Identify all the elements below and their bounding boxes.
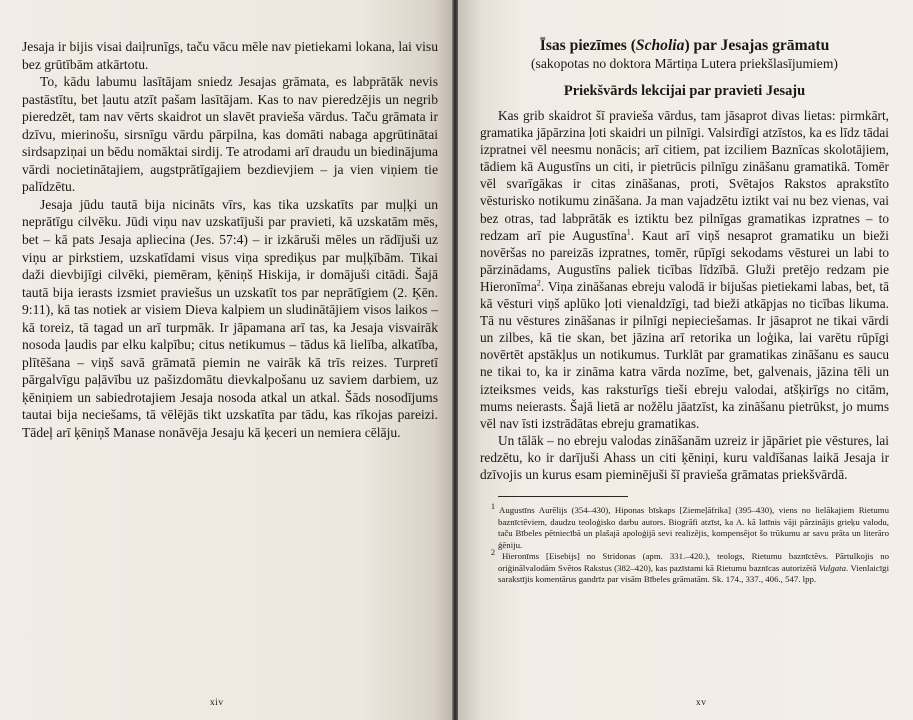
page-number-left: xiv bbox=[210, 698, 224, 708]
footnote-ref-2[interactable]: 2 bbox=[536, 278, 541, 288]
section-title: Priekšvārds lekcijai par pravieti Jesaju bbox=[563, 83, 806, 99]
left-page bbox=[0, 0, 452, 720]
footnote-ref-1[interactable]: 1 bbox=[626, 227, 631, 237]
footnote-divider bbox=[498, 496, 628, 497]
left-paragraph-2: To, kādu labumu lasītājam sniedz Jesajas grāmata, es labprātāk nevis pastāstītu, bet ļautu atzīt pašam lasītājam. Kas to nav pieredzējis un negrib pieredzēt, tam nav vērts skaidrot un slavēt pravieša vārdus. Taču grāmata ir dzīvu, mierinošu, sirsnīgu vārdu pārpilna, kas domāti nabaga apgrūtinātai sirdsapziņai un bēdu nomāktai sirdij. Te atrodami arī draudu un biedinājuma vārdi nocietinātajiem, augstprātīgajiem bezdievjiem – ja vien viņiem tie palīdzētu. bbox=[22, 74, 438, 195]
left-paragraph-3: Jesaja jūdu tautā bija nicināts vīrs, kas tika uzskatīts par muļķi un neprātīgu cilvēku. Jūdi viņu nav uzskatījuši par pravieti, kā uzskatām mēs, bet – kā pats Jesaja apliecina (Jes. 57:4) – ir izkāruši mēles un rādījuši uz viņu ar pirkstiem, uzskatīdami visus viņa sprediķus par muļķībām. Tikai daži dievbijīgi cilvēki, piemēram, ķēniņš Hiskija, ir domājuši citādi. Šajā tautā bija ierasts izsmiet praviešus un uzskatīt tos par neprātīgiem (2. Ķēn. 9:11), kā tas notiek ar visiem Dieva kalpiem un sludinātājiem visos laikos – kā toreiz, tā tagad un arī turpmāk. Ir jāpamana arī tas, ka Jesaja visvairāk nosoda ļaudis par elku kalpību; citus netikumus – tādus kā lielība, alkatība, plītēšana – viņš savā grāmatā piemin ne vairāk kā trīs reizes. Turpretī pārgalvīgu paļāvību uz pašizdomātu dievkalpošanu uz saviem darbiem, uz ķēniņiem un sabiedrotajiem Jesaja nosoda atkal un atkal. Šāds nosodījums tautai bija neciešams, tā vēlējās tikt uzskatīta par tādu, kas rīkojas pareizi. Tādeļ arī ķēniņš Manase nonāvēja Jesaju kā ķeceri un nemiera cēlāju. bbox=[22, 196, 438, 441]
chapter-title: Īsas piezīmes (Scholia) par Jesajas grāmatu bbox=[539, 37, 830, 54]
page-number-right: xv bbox=[696, 698, 707, 708]
right-paragraph-1: Kas grib skaidrot šī pravieša vārdus, tam jāsaprot divas lietas: pirmkārt, gramatika jāpārzina ļoti skaidri un pilnīgi. Valsirdīgi atzīstos, ka es līdz tādai izpratnei vēl neesmu nonācis; arī citiem, pat izciliem Baznīcas skolotājiem, tādiem kā Augustīns un citi, ir pietrūcis pilnīgu zināšanu gramatikā. Tomēr vēl svarīgākas ir citas zināšanas, proti, Svētajos Rakstos aprakstīto vēsturisko notikumu zināšana. Ja man vajadzētu iztikt vai nu bez vienas, vai bez otras, tad labprātāk es iztiktu bez pilnīgas gramatikas izpratnes – to redzam arī pie Augustīna$^1$. Kaut arī viņš nesaprot gramatiku un bieži novēršas no pareizās izpratnes, tomēr, rūpīgi sekodams vēsturei un labi to pārzinādams, Augustīns paliek ticības līdzībā. Gluži pretējo redzam pie Hieronīma$^2$. Viņa zināšanas ebreju valodā ir bijušas pietiekami labas, bet, tā kā vēsturi viņš aplūko ļoti vienaldzīgi, tad bieži atkāpjas no ticības likuma. Tā nu vēstures zināšanas ir pilnīgi nepieciešamas. Ir jāsaprot ne tikai vārdi un zilbes, kā tie skan, bet jāzina arī retorika un loģika, lai varētu rūpīgi novērtēt apstākļus un notikumus. Turklāt par gramatikas zināšanu es saucu ne tikai to, ka ir zināma katra vārda nozīme, bet, galvenais, jāzina tēli un izteiksmes veids, kas raksturīgs tieši ebreju valodai, atšķirīgs no citām, mums neierasts. Šajā lietā ar nožēlu jāatzīst, ka zināšanu pietrūkst, jo mums vēl nav īsti izstrādātas ebreju gramatikas. bbox=[480, 108, 889, 431]
footnote-1: $^1$ Augustīns Aurēlijs (354–430), Hiponas bīskaps [Ziemeļāfrika] (395–430), viens no lielākajiem Rietumu baznīctēviem, daudzu teoloģisko darbu autors. Biogrāfi atzīst, ka A. kā latīnis vāji pārzinājis grieķu valodu, taču Bībeles pētniecībā un plašajā apoloģijā sevi realizējis, kompensējot šo trūkumu ar savu prāta un literāro ģēniju. bbox=[491, 502, 889, 550]
right-paragraph-2: Un tālāk – no ebreju valodas zināšanām uzreiz ir jāpāriet pie vēstures, lai redzētu, ko ir darījuši Ahass un citi ķēniņi, kuru valdīšanas laikā Jesaja ir dzīvojis un kurus esam pieminējuši šī pravieša grāmatas priekšvārdā. bbox=[480, 432, 889, 482]
footnote-2: $^2$ Hieronīms [Eisebijs] no Stridonas (apm. 331.–420.), teologs, Rietumu baznīctēvs. Pārtulkojis no oriģinālvalodām Svētos Rakstus (382–420), kas pazīstami kā Rietumu baznīcas autorizētā Vulgata. Vienlaicīgi sarakstījis komentārus gandrīz par visām Bībeles grāmatām. Sk. 174., 337., 406., 547. lpp. bbox=[491, 548, 890, 585]
left-paragraph-1: Jesaja ir bijis visai daiļrunīgs, taču vācu mēle nav pietiekami lokana, lai visu bez grūtībām atkārtotu. bbox=[22, 39, 439, 72]
chapter-subtitle: (sakopotas no doktora Mārtiņa Lutera priekšlasījumiem) bbox=[531, 56, 838, 71]
right-page bbox=[458, 0, 913, 720]
